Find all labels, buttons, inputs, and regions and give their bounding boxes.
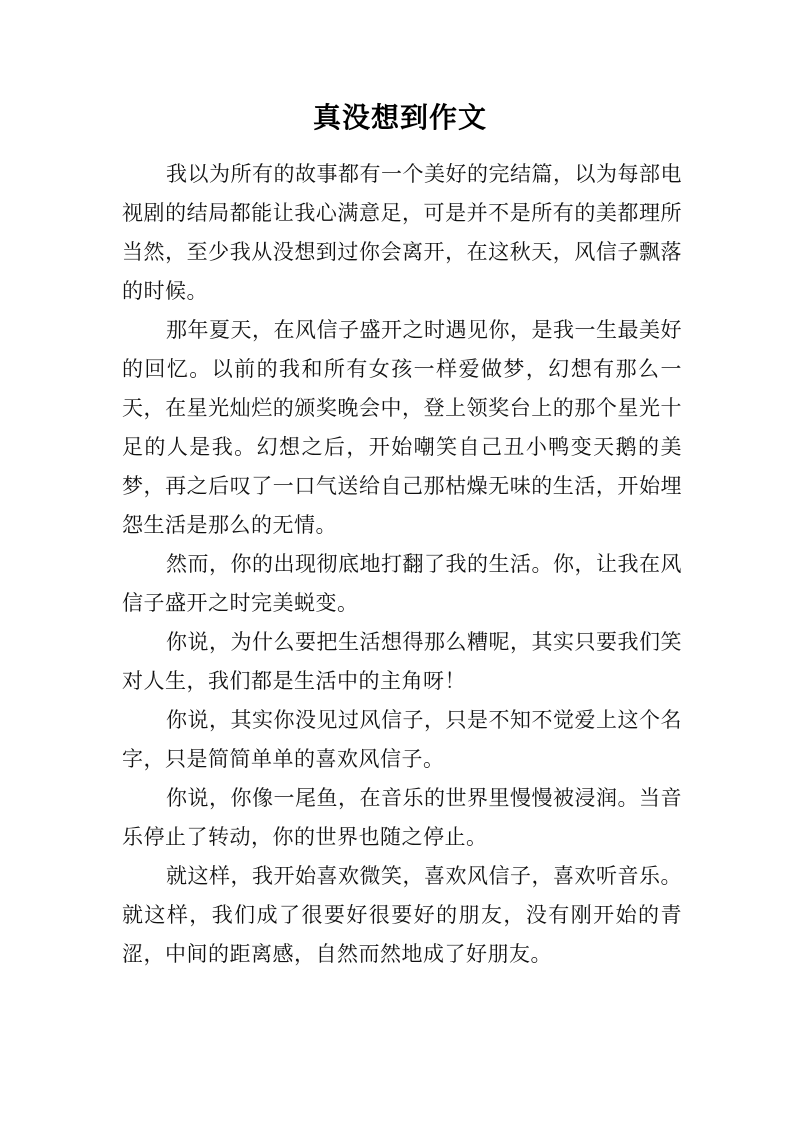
paragraph-4: 你说，为什么要把生活想得那么糟呢，其实只要我们笑对人生，我们都是生活中的主角呀！ <box>122 630 682 693</box>
paragraph-2: 那年夏天，在风信子盛开之时遇见你，是我一生最美好的回忆。以前的我和所有女孩一样爱做梦，幻想有那么一天，在星光灿烂的颁奖晚会中，登上领奖台上的那个星光十足的人是我。幻想之后，开始嘲笑自己丑小鸭变天鹅的美梦，再之后叹了一口气送给自己那枯燥无味的生活，开始埋怨生活是那么的无情。 <box>122 318 682 537</box>
paragraph-3: 然而，你的出现彻底地打翻了我的生活。你，让我在风信子盛开之时完美蜕变。 <box>122 552 682 615</box>
document-body <box>122 155 682 974</box>
document-title: 真没想到作文 <box>312 101 487 134</box>
paragraph-7: 就这样，我开始喜欢微笑，喜欢风信子，喜欢听音乐。就这样，我们成了很要好很要好的朋友，没有刚开始的青涩，中间的距离感，自然而然地成了好朋友。 <box>122 864 682 966</box>
paragraph-6: 你说，你像一尾鱼，在音乐的世界里慢慢被浸润。当音乐停止了转动，你的世界也随之停止。 <box>122 786 682 849</box>
paragraph-1: 我以为所有的故事都有一个美好的完结篇，以为每部电视剧的结局都能让我心满意足，可是并不是所有的美都理所当然，至少我从没想到过你会离开，在这秋天，风信子飘落的时候。 <box>122 162 682 303</box>
paragraph-5: 你说，其实你没见过风信子，只是不知不觉爱上这个名字，只是简简单单的喜欢风信子。 <box>122 708 682 771</box>
